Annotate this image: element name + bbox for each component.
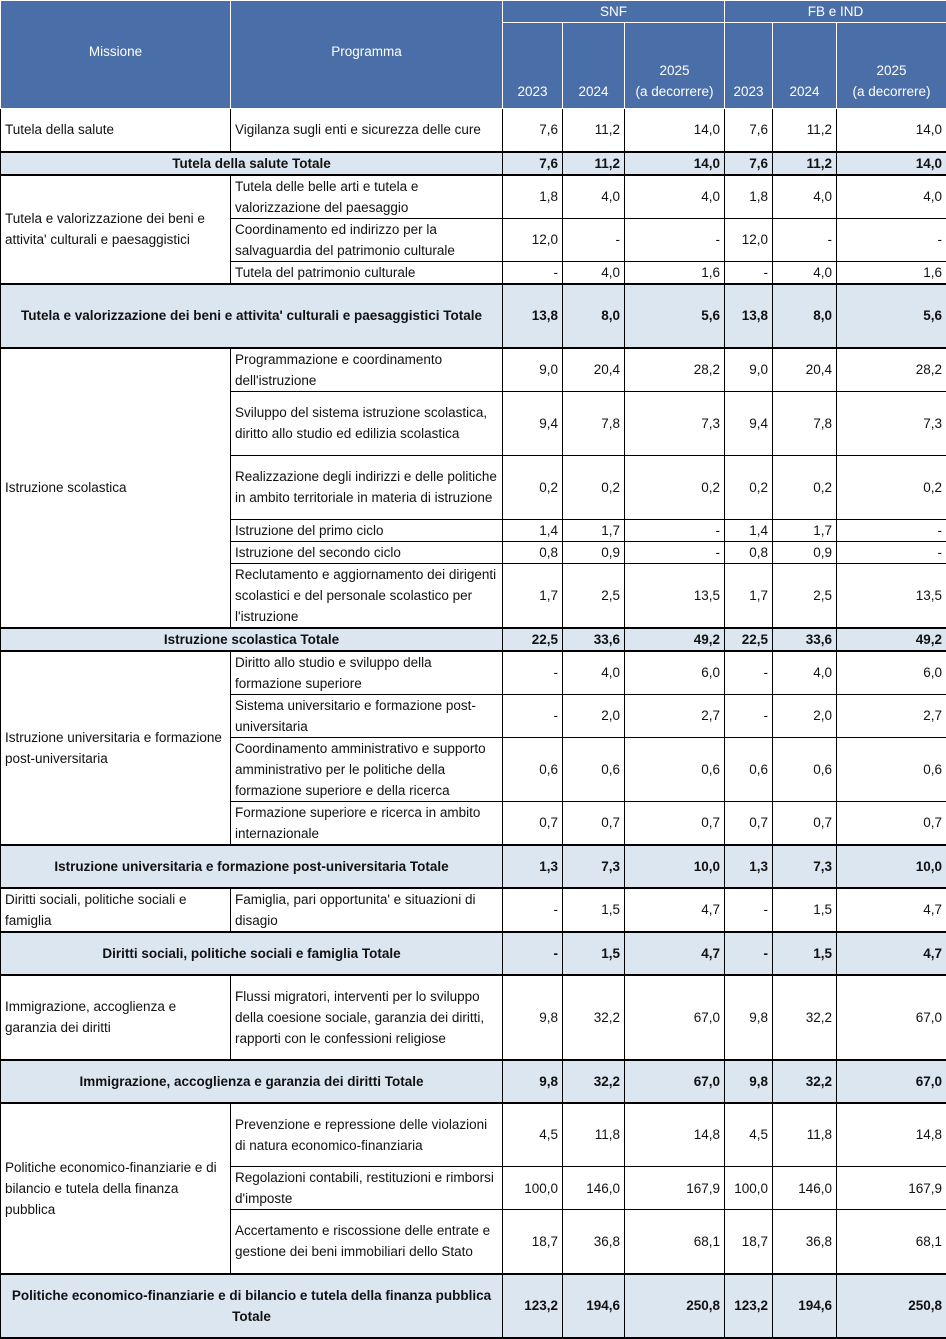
total-value-cell: 4,7: [837, 932, 946, 975]
table-row: [1, 975, 946, 1060]
value-cell: 4,0: [837, 175, 946, 219]
table-row: [1, 1103, 946, 1167]
total-value-cell: -: [725, 932, 773, 975]
total-value-cell: 194,6: [773, 1274, 837, 1338]
value-cell: 28,2: [837, 348, 946, 392]
total-value-cell: 7,3: [563, 845, 625, 888]
value-cell: 14,0: [837, 109, 946, 152]
value-cell: 4,0: [773, 175, 837, 219]
programma-cell: Famiglia, pari opportunita' e situazioni di disagio: [231, 888, 503, 932]
value-cell: 14,0: [625, 109, 725, 152]
value-cell: 7,3: [837, 391, 946, 455]
value-cell: 2,0: [773, 694, 837, 737]
total-value-cell: 250,8: [625, 1274, 725, 1338]
value-cell: 0,2: [773, 455, 837, 519]
table-body: [1, 109, 946, 1338]
value-cell: 4,0: [563, 261, 625, 284]
total-value-cell: 32,2: [773, 1060, 837, 1103]
value-cell: 1,4: [725, 519, 773, 541]
value-cell: 4,0: [563, 175, 625, 219]
value-cell: 11,2: [773, 109, 837, 152]
total-row: [1, 628, 946, 651]
total-value-cell: -: [503, 932, 563, 975]
programma-cell: Realizzazione degli indirizzi e delle politiche in ambito territoriale in materia di istruzione: [231, 455, 503, 519]
programma-cell: Istruzione del secondo ciclo: [231, 541, 503, 563]
value-cell: 32,2: [563, 975, 625, 1060]
value-cell: 32,2: [773, 975, 837, 1060]
programma-cell: Tutela delle belle arti e tutela e valorizzazione del paesaggio: [231, 175, 503, 219]
value-cell: 146,0: [563, 1167, 625, 1210]
value-cell: 12,0: [725, 218, 773, 261]
value-cell: 0,2: [563, 455, 625, 519]
value-cell: 6,0: [625, 651, 725, 695]
programma-cell: Diritto allo studio e sviluppo della formazione superiore: [231, 651, 503, 695]
value-cell: -: [837, 218, 946, 261]
total-row: [1, 152, 946, 175]
total-value-cell: 123,2: [725, 1274, 773, 1338]
value-cell: 0,6: [625, 737, 725, 801]
value-cell: 0,6: [773, 737, 837, 801]
missione-cell: Istruzione universitaria e formazione post-universitaria: [1, 651, 231, 845]
value-cell: -: [625, 541, 725, 563]
value-cell: -: [503, 651, 563, 695]
header-from-note: (a decorrere): [635, 84, 713, 99]
missione-cell: Istruzione scolastica: [1, 348, 231, 628]
value-cell: 9,0: [503, 348, 563, 392]
header-year-2024-fb: 2024: [773, 23, 837, 109]
total-value-cell: 250,8: [837, 1274, 946, 1338]
value-cell: 11,8: [773, 1103, 837, 1167]
total-value-cell: 1,3: [725, 845, 773, 888]
value-cell: 67,0: [625, 975, 725, 1060]
value-cell: 0,6: [503, 737, 563, 801]
value-cell: 1,4: [503, 519, 563, 541]
programma-cell: Sistema universitario e formazione post-universitaria: [231, 694, 503, 737]
value-cell: 9,4: [725, 391, 773, 455]
total-value-cell: 4,7: [625, 932, 725, 975]
total-value-cell: 7,6: [725, 152, 773, 175]
value-cell: 68,1: [837, 1210, 946, 1274]
total-value-cell: 5,6: [837, 284, 946, 348]
total-value-cell: 10,0: [837, 845, 946, 888]
total-value-cell: 1,5: [563, 932, 625, 975]
value-cell: 7,8: [563, 391, 625, 455]
value-cell: 18,7: [725, 1210, 773, 1274]
header-from-note: (a decorrere): [852, 84, 930, 99]
total-value-cell: 9,8: [503, 1060, 563, 1103]
value-cell: 28,2: [625, 348, 725, 392]
programma-cell: Tutela del patrimonio culturale: [231, 261, 503, 284]
value-cell: 0,9: [563, 541, 625, 563]
value-cell: 2,0: [563, 694, 625, 737]
missione-cell: Politiche economico-finanziarie e di bilancio e tutela della finanza pubblica: [1, 1103, 231, 1274]
value-cell: 0,2: [625, 455, 725, 519]
value-cell: 4,0: [773, 261, 837, 284]
total-value-cell: 7,3: [773, 845, 837, 888]
value-cell: 6,0: [837, 651, 946, 695]
header-year-2023-snf: 2023: [503, 23, 563, 109]
value-cell: 1,6: [625, 261, 725, 284]
header-year-2024-snf: 2024: [563, 23, 625, 109]
value-cell: 4,0: [563, 651, 625, 695]
value-cell: 0,7: [773, 801, 837, 845]
value-cell: 1,5: [773, 888, 837, 932]
total-value-cell: 22,5: [503, 628, 563, 651]
total-value-cell: 14,0: [625, 152, 725, 175]
total-value-cell: 13,8: [725, 284, 773, 348]
total-row: [1, 932, 946, 975]
value-cell: 0,2: [837, 455, 946, 519]
value-cell: 2,7: [625, 694, 725, 737]
value-cell: 12,0: [503, 218, 563, 261]
total-value-cell: 7,6: [503, 152, 563, 175]
total-value-cell: 13,8: [503, 284, 563, 348]
programma-cell: Reclutamento e aggiornamento dei dirigenti scolastici e del personale scolastico per l'istruzione: [231, 563, 503, 628]
value-cell: 7,8: [773, 391, 837, 455]
value-cell: 4,5: [725, 1103, 773, 1167]
value-cell: -: [837, 541, 946, 563]
table-row: [1, 651, 946, 695]
total-value-cell: 22,5: [725, 628, 773, 651]
header-year-2025-fb: 2025 (a decorrere): [837, 23, 946, 109]
value-cell: 36,8: [563, 1210, 625, 1274]
total-value-cell: 8,0: [773, 284, 837, 348]
header-group-fb-ind: FB e IND: [725, 1, 946, 23]
total-value-cell: 8,0: [563, 284, 625, 348]
total-value-cell: 11,2: [563, 152, 625, 175]
value-cell: 13,5: [625, 563, 725, 628]
table-row: [1, 109, 946, 152]
value-cell: -: [725, 888, 773, 932]
value-cell: 36,8: [773, 1210, 837, 1274]
total-label: Politiche economico-finanziarie e di bilancio e tutela della finanza pubblica Totale: [1, 1274, 503, 1338]
table-row: [1, 175, 946, 219]
value-cell: 0,7: [625, 801, 725, 845]
value-cell: 2,5: [773, 563, 837, 628]
value-cell: 2,7: [837, 694, 946, 737]
value-cell: 9,0: [725, 348, 773, 392]
value-cell: -: [725, 261, 773, 284]
value-cell: -: [837, 519, 946, 541]
programma-cell: Istruzione del primo ciclo: [231, 519, 503, 541]
total-value-cell: 1,5: [773, 932, 837, 975]
missione-cell: Immigrazione, accoglienza e garanzia dei diritti: [1, 975, 231, 1060]
missione-cell: Tutela della salute: [1, 109, 231, 152]
programma-cell: Vigilanza sugli enti e sicurezza delle cure: [231, 109, 503, 152]
value-cell: 0,7: [725, 801, 773, 845]
missione-cell: Diritti sociali, politiche sociali e famiglia: [1, 888, 231, 932]
header-programma: Programma: [231, 1, 503, 109]
value-cell: 20,4: [563, 348, 625, 392]
value-cell: -: [563, 218, 625, 261]
value-cell: 1,8: [503, 175, 563, 219]
value-cell: 9,8: [503, 975, 563, 1060]
value-cell: 1,7: [725, 563, 773, 628]
total-label: Diritti sociali, politiche sociali e famiglia Totale: [1, 932, 503, 975]
table-header: [1, 1, 946, 109]
value-cell: 1,7: [503, 563, 563, 628]
programma-cell: Formazione superiore e ricerca in ambito internazionale: [231, 801, 503, 845]
value-cell: 14,8: [625, 1103, 725, 1167]
total-value-cell: 1,3: [503, 845, 563, 888]
value-cell: 4,7: [625, 888, 725, 932]
value-cell: 167,9: [625, 1167, 725, 1210]
value-cell: 0,6: [725, 737, 773, 801]
value-cell: 1,6: [837, 261, 946, 284]
value-cell: 18,7: [503, 1210, 563, 1274]
header-missione: Missione: [1, 1, 231, 109]
total-row: [1, 1060, 946, 1103]
value-cell: 100,0: [725, 1167, 773, 1210]
value-cell: 11,2: [563, 109, 625, 152]
value-cell: 0,7: [563, 801, 625, 845]
total-value-cell: 10,0: [625, 845, 725, 888]
value-cell: 0,9: [773, 541, 837, 563]
table-row: [1, 888, 946, 932]
total-value-cell: 49,2: [625, 628, 725, 651]
total-row: [1, 1274, 946, 1338]
total-value-cell: 123,2: [503, 1274, 563, 1338]
value-cell: 146,0: [773, 1167, 837, 1210]
value-cell: 7,6: [725, 109, 773, 152]
total-value-cell: 5,6: [625, 284, 725, 348]
total-value-cell: 33,6: [563, 628, 625, 651]
value-cell: 0,7: [837, 801, 946, 845]
value-cell: 4,5: [503, 1103, 563, 1167]
total-row: [1, 284, 946, 348]
value-cell: -: [503, 888, 563, 932]
value-cell: 0,8: [503, 541, 563, 563]
header-year-2025-snf: 2025 (a decorrere): [625, 23, 725, 109]
total-label: Istruzione universitaria e formazione post-universitaria Totale: [1, 845, 503, 888]
value-cell: 167,9: [837, 1167, 946, 1210]
total-value-cell: 49,2: [837, 628, 946, 651]
value-cell: 1,8: [725, 175, 773, 219]
value-cell: 7,3: [625, 391, 725, 455]
missione-cell: Tutela e valorizzazione dei beni e attivita' culturali e paesaggistici: [1, 175, 231, 284]
total-label: Tutela della salute Totale: [1, 152, 503, 175]
value-cell: 1,7: [773, 519, 837, 541]
header-group-snf: SNF: [503, 1, 725, 23]
header-year-2023-fb: 2023: [725, 23, 773, 109]
total-value-cell: 9,8: [725, 1060, 773, 1103]
value-cell: -: [625, 218, 725, 261]
programma-cell: Prevenzione e repressione delle violazioni di natura economico-finanziaria: [231, 1103, 503, 1167]
total-label: Istruzione scolastica Totale: [1, 628, 503, 651]
programma-cell: Coordinamento ed indirizzo per la salvaguardia del patrimonio culturale: [231, 218, 503, 261]
total-value-cell: 33,6: [773, 628, 837, 651]
total-value-cell: 67,0: [837, 1060, 946, 1103]
value-cell: -: [725, 694, 773, 737]
programma-cell: Programmazione e coordinamento dell'istruzione: [231, 348, 503, 392]
programma-cell: Flussi migratori, interventi per lo sviluppo della coesione sociale, garanzia dei diritti, rapporti con le confessioni religiose: [231, 975, 503, 1060]
value-cell: 1,7: [563, 519, 625, 541]
value-cell: -: [773, 218, 837, 261]
programma-cell: Coordinamento amministrativo e supporto amministrativo per le politiche della formazione superiore e della ricerca: [231, 737, 503, 801]
value-cell: 67,0: [837, 975, 946, 1060]
programma-cell: Sviluppo del sistema istruzione scolastica, diritto allo studio ed edilizia scolastica: [231, 391, 503, 455]
value-cell: 100,0: [503, 1167, 563, 1210]
value-cell: 4,0: [773, 651, 837, 695]
value-cell: 4,7: [837, 888, 946, 932]
total-value-cell: 14,0: [837, 152, 946, 175]
value-cell: 20,4: [773, 348, 837, 392]
value-cell: -: [725, 651, 773, 695]
value-cell: 68,1: [625, 1210, 725, 1274]
value-cell: 0,6: [563, 737, 625, 801]
total-value-cell: 67,0: [625, 1060, 725, 1103]
value-cell: 0,7: [503, 801, 563, 845]
value-cell: 2,5: [563, 563, 625, 628]
total-value-cell: 11,2: [773, 152, 837, 175]
value-cell: 0,2: [503, 455, 563, 519]
value-cell: 4,0: [625, 175, 725, 219]
total-label: Tutela e valorizzazione dei beni e attivita' culturali e paesaggistici Totale: [1, 284, 503, 348]
programma-cell: Accertamento e riscossione delle entrate e gestione dei beni immobiliari dello Stato: [231, 1210, 503, 1274]
value-cell: 14,8: [837, 1103, 946, 1167]
value-cell: 0,6: [837, 737, 946, 801]
total-value-cell: 32,2: [563, 1060, 625, 1103]
value-cell: -: [503, 694, 563, 737]
value-cell: -: [625, 519, 725, 541]
value-cell: 9,4: [503, 391, 563, 455]
total-row: [1, 845, 946, 888]
table-row: [1, 348, 946, 392]
value-cell: 0,2: [725, 455, 773, 519]
total-value-cell: 194,6: [563, 1274, 625, 1338]
value-cell: 9,8: [725, 975, 773, 1060]
value-cell: 0,8: [725, 541, 773, 563]
value-cell: -: [503, 261, 563, 284]
value-cell: 1,5: [563, 888, 625, 932]
value-cell: 13,5: [837, 563, 946, 628]
value-cell: 7,6: [503, 109, 563, 152]
total-label: Immigrazione, accoglienza e garanzia dei diritti Totale: [1, 1060, 503, 1103]
value-cell: 11,8: [563, 1103, 625, 1167]
programma-cell: Regolazioni contabili, restituzioni e rimborsi d'imposte: [231, 1167, 503, 1210]
